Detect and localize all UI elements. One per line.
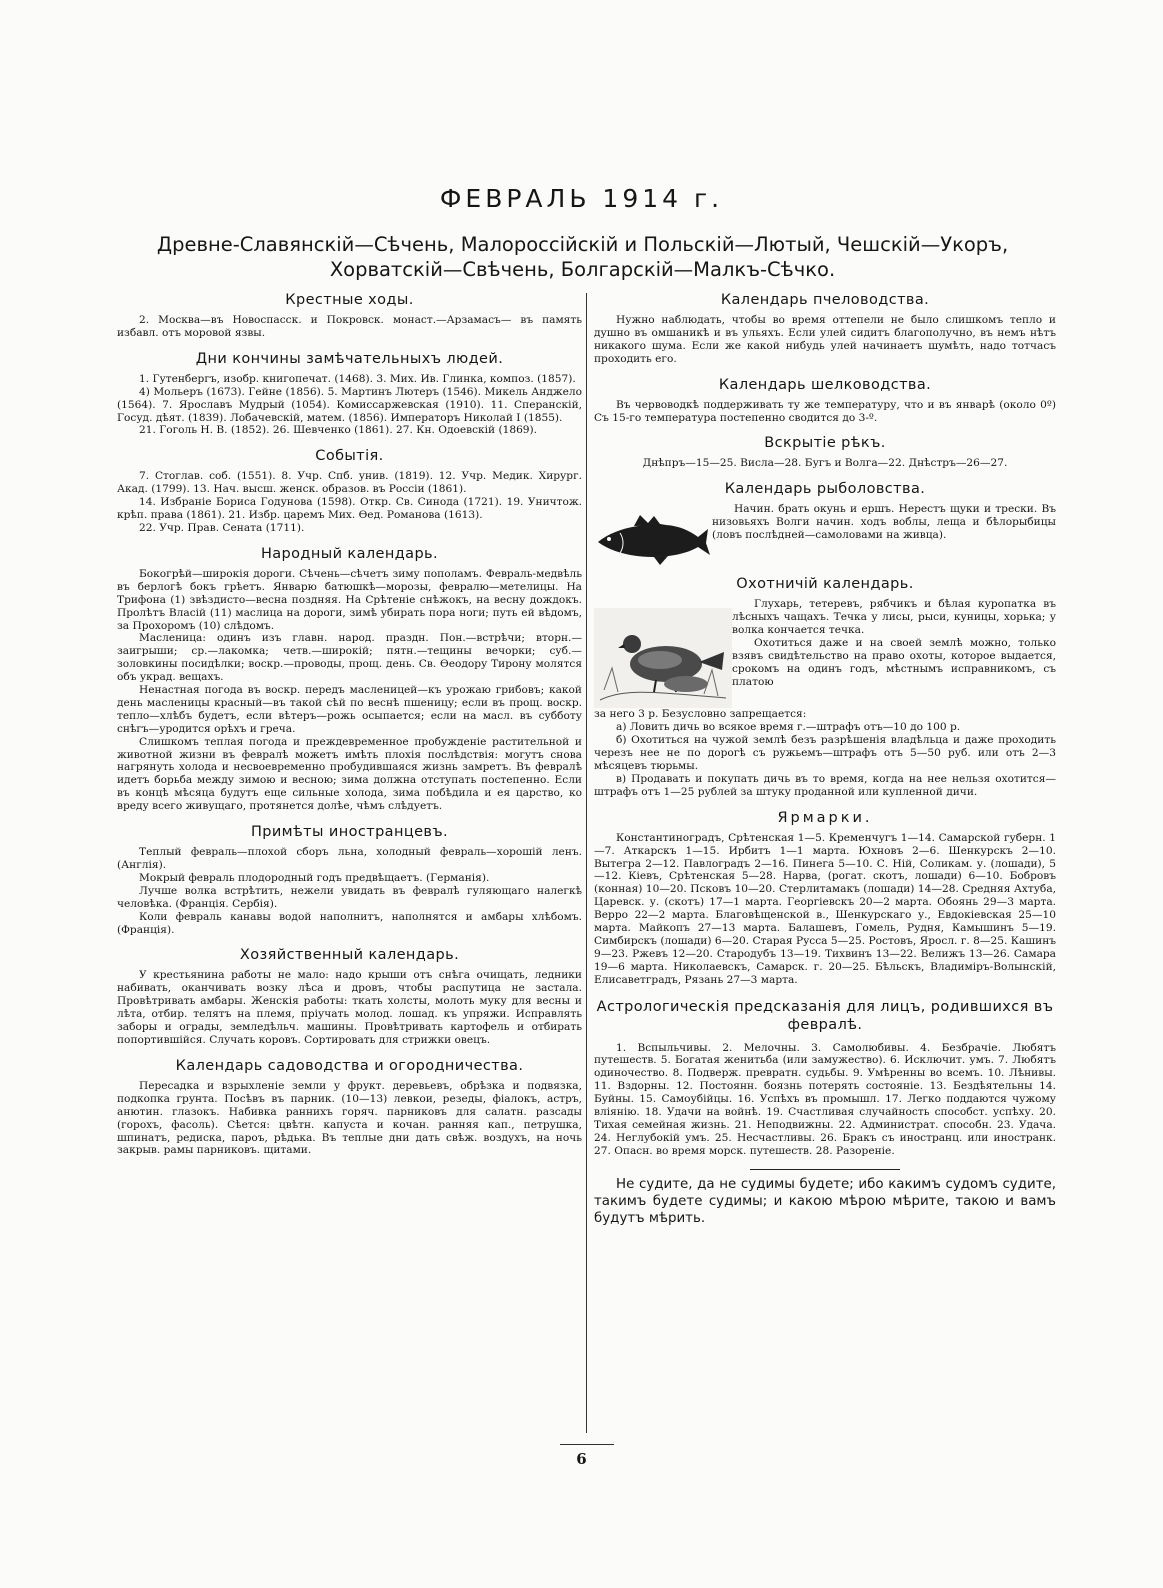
section-rule (750, 1169, 900, 1170)
heading-garden-calendar: Календарь садоводства и огородничества. (175, 1057, 524, 1074)
heading-folk-calendar: Народный календарь. (260, 545, 439, 562)
section-foreign-signs (117, 824, 582, 936)
heading-farm-calendar: Хозяйственный календарь. (239, 947, 460, 964)
heading-events: Событія. (315, 448, 384, 465)
section-astrology (594, 998, 1056, 1158)
events-para: 7. Стоглав. соб. (1551). 8. Учр. Спб. унив. (1819). 12. Учр. Медик. Хирург. Акад. (1799). 13. Нач. высш. женск. образов. въ Россіи (1861). (117, 470, 582, 496)
deaths-para: 4) Мольеръ (1673). Гейне (1856). 5. Мартинъ Лютеръ (1546). Микель Анджело (1564). 7. Ярославъ Мудрый (1054). Комиссаржевская (1910). 11. Сперанскій, Госуд. дѣят. (1839). Лобачевскій, матем. (1856). Императоръ Николай I (1855). (117, 385, 582, 424)
fairs-text: Константиноградъ, Срѣтенская 1—5. Кременчугъ 1—14. Самарской губерн. 1—7. Аткарскъ 1—15. Ирбитъ 1—1 марта. Юхновъ 2—6. Шенкурскъ 2—10. Вытегра 2—12. Павлоградъ 2—16. Пинега 5—10. С. Ній, Соликам. у. (лошади), 5—12. Кіевъ, Срѣтенская 5—28. Нарва, (рогат. скотъ, лошади) 6—10. Бобровъ (конная) 10—20. Псковъ 10—20. Стерлитамакъ (лошади) 14—28. Средняя Ахтуба, Царевск. у. (скотъ) 17—1 марта. Георгіевскъ 20—2 марта. Обоянь 29—3 марта. Верро 22—2 марта. Благовѣщенской в., Шенкурскаго у., Евдокіевская 25—10 марта. Майкопъ 27—13 марта. Балашевъ, Гомель, Рудня, Камышинъ 5—19. Симбирскъ (лошади) 6—20. Старая Русса 5—25. Ростовъ, Яросл. г. 8—25. Кашинъ 9—23. Ржевъ 12—20. Стародубъ 13—19. Тихвинъ 13—22. Велижъ 13—26. Самара 19—6 марта. Николаевскъ, Самарск. г. 20—25. Бѣльскъ, Владиміръ-Волынскій, Елисаветградъ, Рязань 27—3 марта. (594, 831, 1056, 986)
section-deaths (117, 351, 582, 438)
astrology-text: 1. Вспыльчивы. 2. Мелочны. 3. Самолюбивы. 4. Безбрачіе. Любятъ путешеств. 5. Богатая женитьба (или замужество). 6. Исключит. умъ. 7. Любятъ одиночество. 8. Подверж. превратн. судьбы. 9. Умѣренны во всемъ. 10. Лѣнивы. 11. Вздорны. 12. Постоянн. боязнь потерять состояніе. 13. Бездѣятельны 14. Буйны. 15. Самоубійцы. 16. Успѣхъ въ промышл. 17. Легко поддаются чужому вліянію. 18. Удачи на войнѣ. 19. Счастливая случайность способст. успѣху. 20. Тихая семейная жизнь. 21. Неподвижны. 22. Администрат. способн. 23. Удача. 24. Неглубокій умъ. 25. Несчастливы. 26. Бракъ съ иностранц. или иностранк. 27. Опасн. во время морск. путешеств. 28. Разореніе. (594, 1041, 1056, 1157)
right-column (594, 292, 1056, 1227)
section-hunting (594, 576, 1056, 798)
subtitle-line-2: Хорватскій—Свѣчень, Болгарскій—Малкъ-Сѣчко. (329, 258, 836, 281)
grouse-bird-icon (594, 608, 732, 708)
heading-beekeeping: Календарь пчеловодства. (720, 292, 930, 308)
hunting-row (594, 598, 1056, 708)
processions-text: 2. Москва—въ Новоспасск. и Покровск. монаст.—Арзамасъ— въ память избавл. отъ моровой язвы. (117, 314, 582, 339)
perch-fish-icon (594, 515, 712, 565)
silkworm-text: Въ червоводкѣ поддерживать ту же температуру, что и въ январѣ (около 0º) Съ 15-го температура постепенно сводится до 3-º. (594, 398, 1056, 424)
section-garden-calendar (117, 1058, 582, 1157)
heading-river-opening: Вскрытіе рѣкъ. (764, 435, 886, 452)
section-silkworm (594, 377, 1056, 425)
section-processions (117, 292, 582, 340)
section-events (117, 448, 582, 535)
heading-hunting: Охотничій календарь. (736, 576, 914, 593)
folk-para: Бокогрѣй—широкія дороги. Сѣчень—сѣчетъ зиму пополамъ. Февраль-медвѣль въ берлогѣ бокъ грѣетъ. Январю батюшкѣ—морозы, февралю—метелицы. На Трифона (1) звѣздисто—весна поздняя. На Срѣтеніе снѣжокъ, на весну дождокъ. Пролѣтъ Власій (11) маслица на дороги, зимѣ убирать пора ноги; путь ей вѣдомъ, за Прохоромъ (10) слѣдомъ. (117, 567, 582, 632)
month-names-subtitle (105, 232, 1060, 282)
page-number: 6 (576, 1450, 587, 1468)
hunting-side-para: Охотиться даже и на своей землѣ можно, только взявъ свидѣтельство на право охоты, которое выдается, срокомъ на одинъ годъ, мѣстнымъ исправникомъ, съ платою (732, 637, 1056, 688)
heading-processions: Крестные ходы. (285, 292, 414, 308)
deaths-para: 21. Гоголь Н. В. (1852). 26. Шевченко (1861). 27. Кн. Одоевскій (1869). (139, 424, 538, 437)
heading-foreign-signs: Примѣты иностранцевъ. (250, 824, 449, 841)
hunting-para: в) Продавать и покупать дичь въ то время, когда на нее нельзя охотится—штрафъ отъ 1—25 рублей за штуку проданной или купленной дичи. (594, 772, 1056, 798)
section-farm-calendar (117, 947, 582, 1046)
fishing-text: Начин. брать окунь и ершъ. Нерестъ щуки и трески. Въ низовьяхъ Волги начин. ходъ воблы, леща и бѣлорыбицы (ловъ послѣдней—самоловами на живца). (712, 503, 1056, 542)
fishing-text-block (712, 503, 1056, 542)
section-river-opening (594, 435, 1056, 470)
fishing-row (594, 503, 1056, 565)
folk-para: Слишкомъ теплая погода и преждевременное пробужденіе растительной и животной жизни въ февралѣ можетъ имѣть плохія послѣдствія: могутъ снова нагрянуть холода и несвоевременно пробудившаяся жизнь замретъ. Въ февралѣ идетъ борьба между зимою и весною; зима должна отступать постепенно. Если въ концѣ мѣсяца будутъ еще сильные холода, зима побѣдила и ея царство, ко вреду всего живущаго, протянется долѣе, чѣмъ слѣдуетъ. (117, 735, 582, 813)
foreign-para: Теплый февраль—плохой сборъ льна, холодный февраль—хорошій ленъ. (Англія). (117, 846, 582, 871)
hunting-side-para: Глухарь, тетеревъ, рябчикъ и бѣлая куропатка въ лѣсныхъ чащахъ. Течка у лисы, рыси, куницы, хорька; у волка кончается течка. (732, 598, 1056, 637)
events-para: 22. Учр. Прав. Сената (1711). (139, 521, 305, 534)
page-number-rule (560, 1444, 614, 1445)
heading-fairs: Ярмарки. (777, 809, 873, 826)
beekeeping-text: Нужно наблюдать, чтобы во время оттепели не было слишкомъ тепло и душно въ омшаникѣ и въ ульяхъ. Если улей сидитъ благополучно, въ немъ нѣтъ никакого шума. Если же какой нибудь улей начинаетъ шумѣть, надо тотчасъ проходить его. (594, 314, 1056, 365)
left-column (117, 292, 582, 1168)
section-fishing (594, 481, 1056, 565)
hunting-para: б) Охотиться на чужой землѣ безъ разрѣшенія владѣльца и даже проходить черезъ нее не по дорогѣ съ ружьемъ—штрафъ отъ 5—50 руб. или отъ 2—3 мѣсяцевъ тюрьмы. (594, 734, 1056, 772)
subtitle-line-1: Древне-Славянскій—Сѣчень, Малороссійскій и Польскій—Лютый, Чешскій—Укоръ, (156, 233, 1009, 256)
farm-para: У крестьянина работы не мало: надо крыши отъ снѣга очищать, ледники набивать, оканчивать возку лѣса и дровъ, чтобы распутица не застала. Провѣтривать амбары. Женскія работы: ткать холсты, молоть муку для весны и лѣта, отбир. телятъ на племя, пріучать молод. лошад. къ упряжи. Исправлять заборы и ограды, земледѣльч. машины. Провѣтривать картофель и отбирать попортившійся. Случать коровъ. Сортировать для стрижки овецъ. (117, 969, 582, 1046)
hunting-para: за него 3 р. Безусловно запрещается: (594, 708, 807, 721)
section-fairs (594, 810, 1056, 987)
hunting-side-text (732, 598, 1056, 688)
folk-para: Ненастная погода въ воскр. передъ масленицей—къ урожаю грибовъ; какой день масленицы красный—въ такой сѣй по веснѣ пшеницу; если въ прощ. воскр. тепло—хлѣбъ будетъ, если вѣтеръ—рожь осыпается; если на масл. въ субботу снѣгъ—уродится орѣхъ и греча. (117, 684, 582, 735)
river-opening-text: Днѣпръ—15—25. Висла—28. Бугъ и Волга—22. Днѣстръ—26—27. (642, 457, 1008, 470)
section-beekeeping (594, 292, 1056, 366)
page-title: ФЕВРАЛЬ 1914 г. (439, 184, 724, 213)
garden-para: Пересадка и взрыхленіе земли у фрукт. деревьевъ, обрѣзка и подвязка, подкопка грунта. Посѣвъ въ парник. (10—13) левкои, резеды, фіалокъ, астръ, анютин. глазокъ. Набивка раннихъ горяч. парниковъ для салатн. разсады (горохъ, фасоль). Сѣется: цвѣтн. капуста и кочан. ранняя кап., петрушка, шпинатъ, редиска, пароъ, рѣдька. Въ теплые дни дать свѣж. воздухъ, на ночь закрыв. рамы парниковъ. щитами. (117, 1079, 582, 1157)
heading-astrology: Астрологическія предсказанія для лицъ, родившихся въ февралѣ. (596, 998, 1054, 1033)
foreign-para: Мокрый февраль плодородный годъ предвѣщаетъ. (Германія). (139, 871, 490, 884)
section-folk-calendar (117, 546, 582, 813)
heading-fishing: Календарь рыболовства. (724, 481, 926, 498)
column-divider (586, 293, 587, 1433)
foreign-para: Коли февраль канавы водой наполнитъ, наполнятся и амбары хлѣбомъ. (Франція). (117, 910, 582, 936)
foreign-para: Лучше волка встрѣтить, нежели увидать въ февралѣ гуляющаго налегкѣ человѣка. (Франція. Сербія). (117, 884, 582, 910)
heading-deaths: Дни кончины замѣчательныхъ людей. (195, 350, 504, 367)
heading-silkworm: Календарь шелководства. (718, 376, 932, 393)
folk-para: Масленица: одинъ изъ главн. народ. праздн. Пон.—встрѣчи; вторн.—заигрыши; ср.—лакомка; четв.—широкій; пятн.—тещины вечорки; суб.—золовкины посидѣлки; воскр.—проводы, прощ. день. Св. Ѳеодору Тирону молятся объ украд. вещахъ. (117, 632, 582, 684)
hunting-para: а) Ловить дичь во всякое время г.—штрафъ отъ—10 до 100 р. (616, 721, 961, 734)
events-para: 14. Избраніе Бориса Годунова (1598). Откр. Св. Синода (1721). 19. Уничтож. крѣп. права (1861). 21. Избр. царемъ Мих. Ѳед. Романова (1613). (117, 496, 582, 522)
scripture-quote: Не судите, да не судимы будете; ибо какимъ судомъ судите, такимъ будете судимы; и какою мѣрою мѣрите, такою и вамъ будутъ мѣрить. (594, 1176, 1056, 1226)
deaths-para: 1. Гутенбергъ, изобр. книгопечат. (1468). 3. Мих. Ив. Глинка, композ. (1857). (139, 372, 576, 385)
